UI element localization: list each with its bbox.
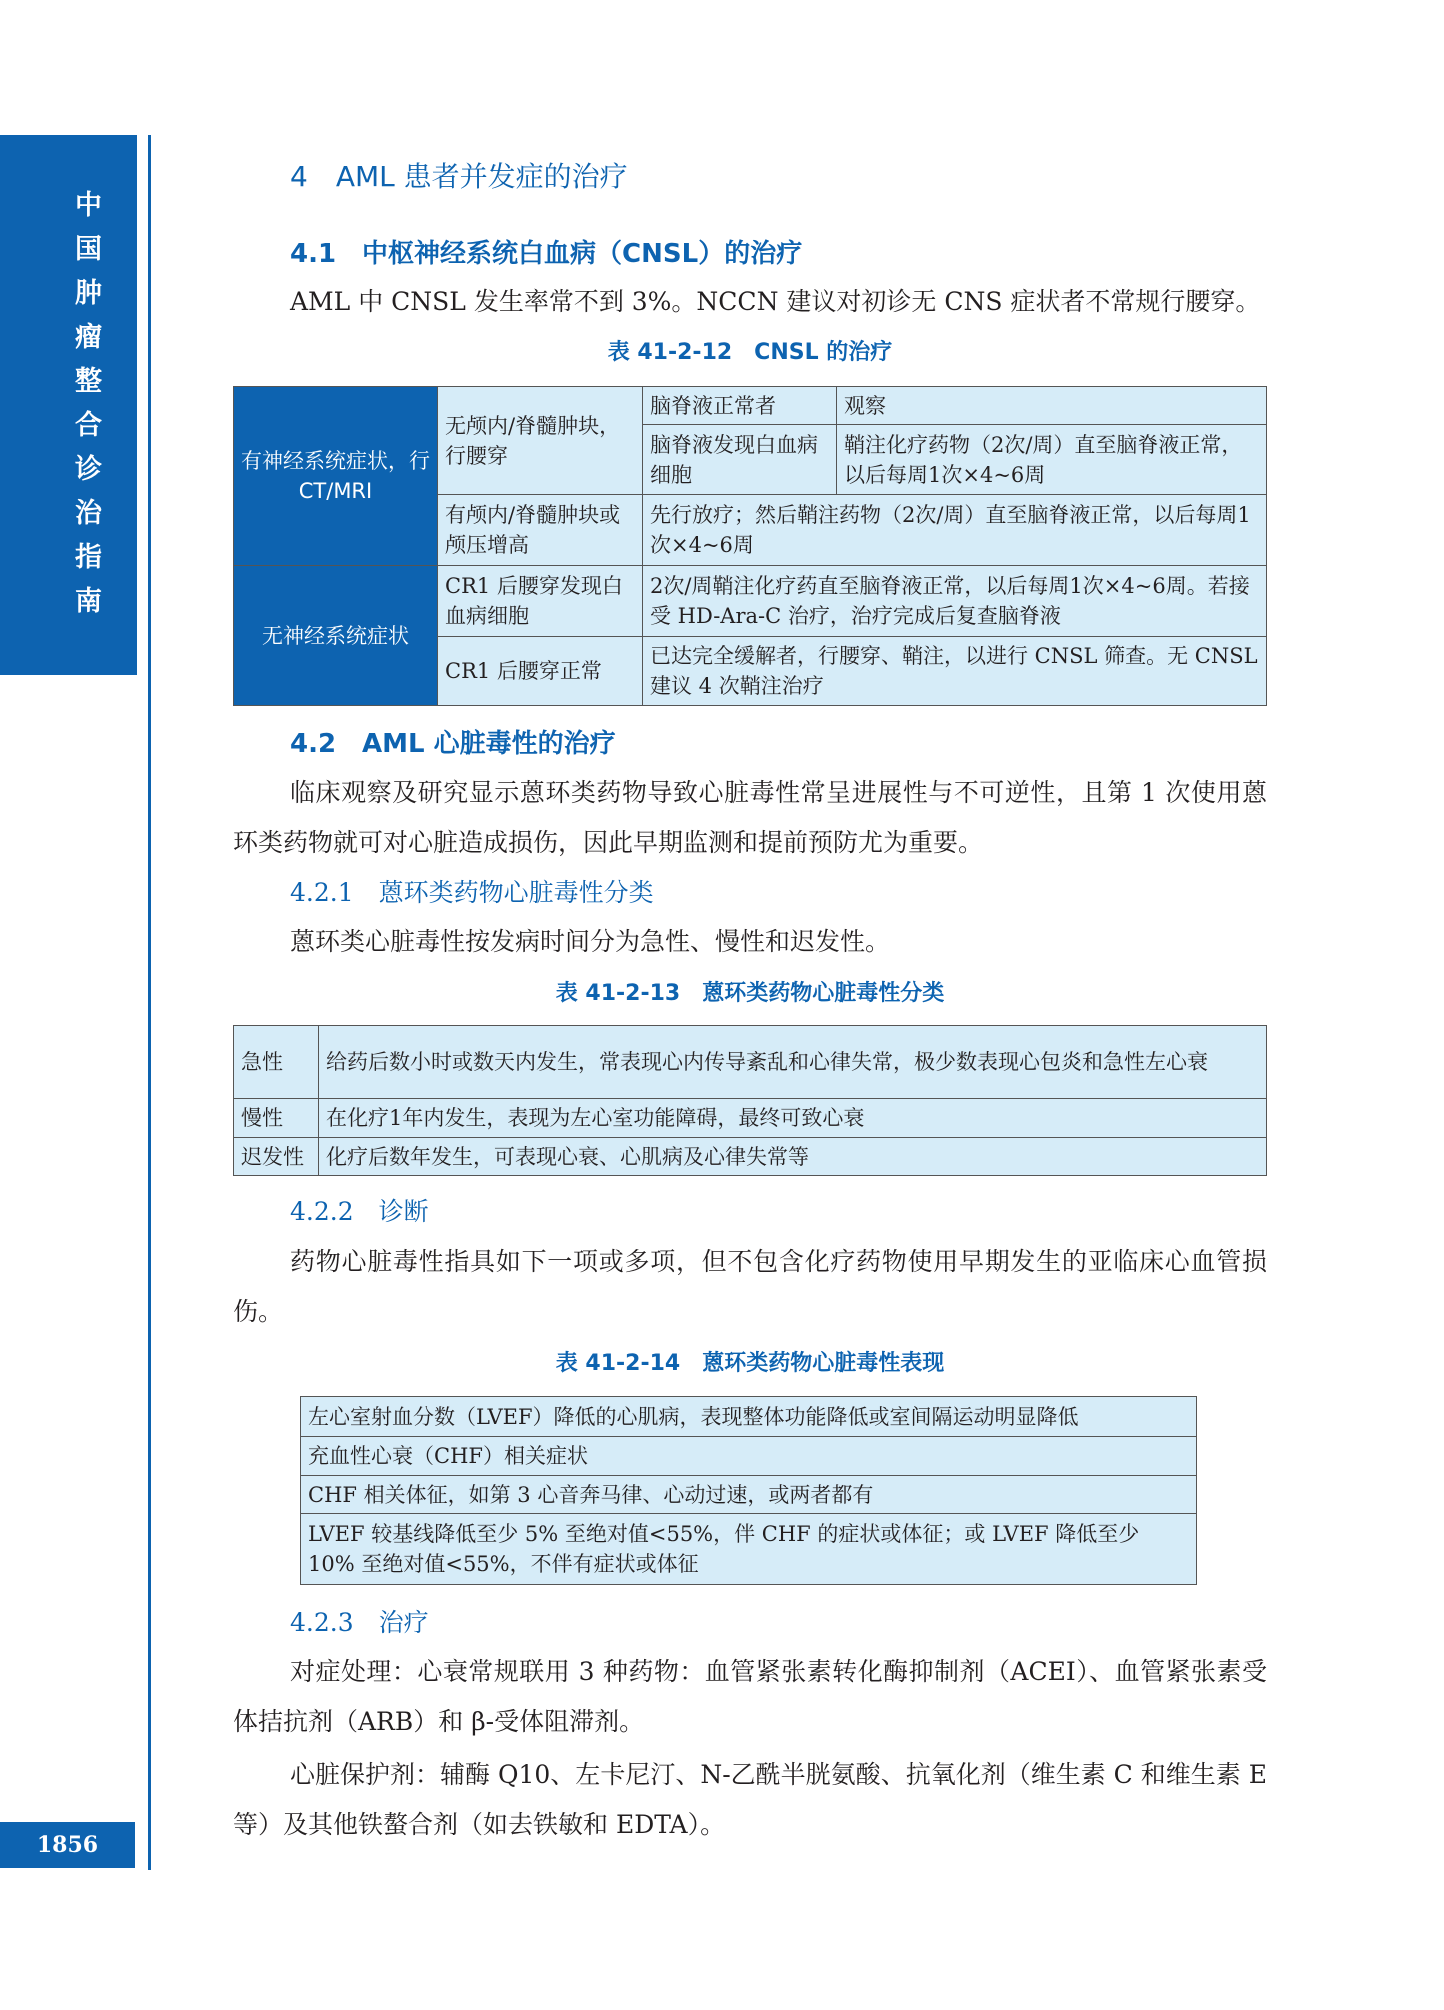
table-cell: 化疗后数年发生，可表现心衰、心肌病及心律失常等: [319, 1138, 1267, 1176]
table-cell: 充血性心衰（CHF）相关症状: [301, 1437, 1197, 1476]
table-cell: 左心室射血分数（LVEF）降低的心肌病，表现整体功能降低或室间隔运动明显降低: [301, 1397, 1197, 1437]
table-cell: 已达完全缓解者，行腰穿、鞘注，以进行 CNSL 筛查。无 CNSL 建议 4 次鞘注治疗: [643, 637, 1267, 706]
group-cell: 有神经系统症状，行 CT/MRI: [234, 387, 438, 566]
subsection-heading: 4.2 AML 心脏毒性的治疗: [290, 729, 616, 759]
table-caption: 表 41-2-12 CNSL 的治疗: [607, 340, 893, 365]
subsection-heading: 4.2.1 蒽环类药物心脏毒性分类: [290, 878, 654, 907]
group-cell: 无神经系统症状: [234, 566, 438, 706]
cardiotoxicity-classification-table: [233, 1025, 1267, 1176]
cardiotoxicity-manifestation-table: [300, 1396, 1197, 1585]
table-cell: CR1 后腰穿发现白血病细胞: [438, 566, 643, 637]
table-cell: 观察: [837, 387, 1267, 425]
table-cell: 脑脊液发现白血病细胞: [643, 425, 837, 495]
table-cell: 给药后数小时或数天内发生，常表现心内传导紊乱和心律失常，极少数表现心包炎和急性左心衰: [319, 1026, 1267, 1099]
subsection-heading: 4.2.3 治疗: [290, 1608, 429, 1637]
paragraph: 对症处理：心衰常规联用 3 种药物：血管紧张素转化酶抑制剂（ACEI）、血管紧张素受体拮抗剂（ARB）和 β-受体阻滞剂。: [233, 1657, 1267, 1736]
paragraph: AML 中 CNSL 发生率常不到 3%。NCCN 建议对初诊无 CNS 症状者不常规行腰穿。: [290, 287, 1261, 316]
table-cell: 急性: [234, 1026, 319, 1099]
paragraph: 蒽环类心脏毒性按发病时间分为急性、慢性和迟发性。: [290, 927, 891, 956]
table-cell: 鞘注化疗药物（2次/周）直至脑脊液正常，以后每周1次×4~6周: [837, 425, 1267, 495]
subsection-heading: 4.2.2 诊断: [290, 1197, 429, 1226]
table-cell: CHF 相关体征，如第 3 心音奔马律、心动过速，或两者都有: [301, 1476, 1197, 1514]
paragraph: 药物心脏毒性指具如下一项或多项，但不包含化疗药物使用早期发生的亚临床心血管损伤。: [233, 1247, 1267, 1326]
margin-rule: [148, 135, 151, 1870]
subsection-heading: 4.1 中枢神经系统白血病（CNSL）的治疗: [290, 239, 803, 269]
table-cell: 有颅内/脊髓肿块或颅压增高: [438, 495, 643, 566]
table-cell: 无颅内/脊髓肿块，行腰穿: [438, 387, 643, 495]
section-heading: 4 AML 患者并发症的治疗: [290, 160, 628, 193]
paragraph: 心脏保护剂：辅酶 Q10、左卡尼汀、N-乙酰半胱氨酸、抗氧化剂（维生素 C 和维生素 E 等）及其他铁螯合剂（如去铁敏和 EDTA）。: [233, 1760, 1267, 1839]
table-cell: CR1 后腰穿正常: [438, 637, 643, 706]
page-number: 1856: [0, 1822, 135, 1868]
table-cell: 脑脊液正常者: [643, 387, 837, 425]
table-cell: LVEF 较基线降低至少 5% 至绝对值<55%，伴 CHF 的症状或体征；或 LVEF 降低至少 10% 至绝对值<55%，不伴有症状或体征: [301, 1514, 1197, 1585]
table-cell: 2次/周鞘注化疗药直至脑脊液正常，以后每周1次×4~6周。若接受 HD-Ara-C 治疗，治疗完成后复查脑脊液: [643, 566, 1267, 637]
table-caption: 表 41-2-13 蒽环类药物心脏毒性分类: [555, 981, 945, 1006]
table-caption: 表 41-2-14 蒽环类药物心脏毒性表现: [555, 1351, 945, 1376]
cnsl-table: [233, 386, 1267, 706]
table-cell: 慢性: [234, 1099, 319, 1138]
table-cell: 在化疗1年内发生，表现为左心室功能障碍，最终可致心衰: [319, 1099, 1267, 1138]
book-title: 中国肿瘤整合诊治指南: [70, 190, 101, 630]
table-cell: 先行放疗；然后鞘注药物（2次/周）直至脑脊液正常，以后每周1次×4~6周: [643, 495, 1267, 566]
paragraph: 临床观察及研究显示蒽环类药物导致心脏毒性常呈进展性与不可逆性，且第 1 次使用蒽环类药物就可对心脏造成损伤，因此早期监测和提前预防尤为重要。: [233, 778, 1267, 857]
table-cell: 迟发性: [234, 1138, 319, 1176]
